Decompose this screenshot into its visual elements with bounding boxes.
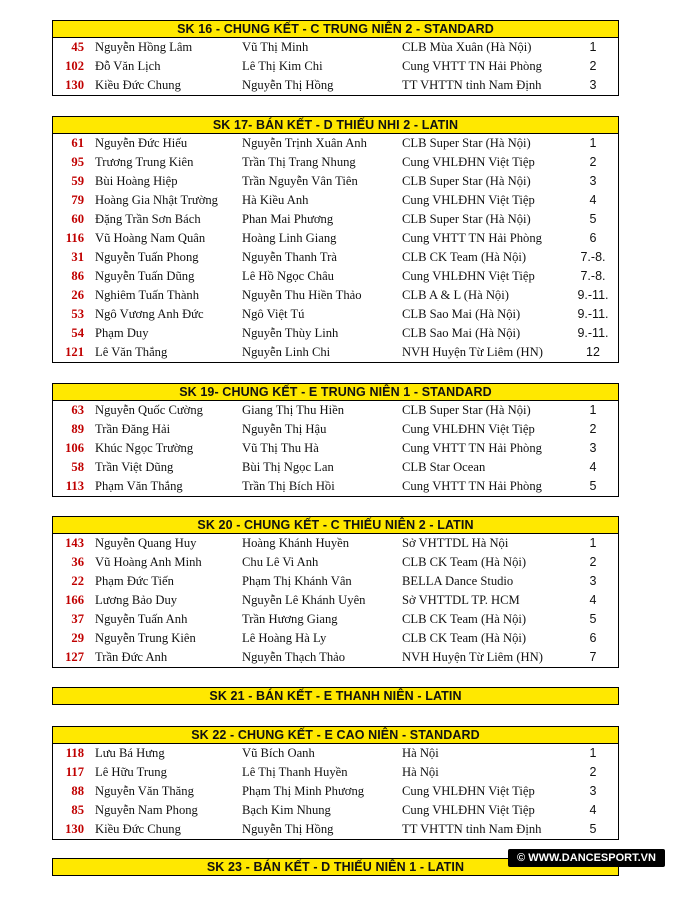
club-name: CLB Sao Mai (Hà Nội) — [402, 326, 521, 340]
placement: 5 — [589, 612, 597, 626]
leader-name: Nguyễn Quốc Cường — [95, 403, 203, 417]
club-name: Cung VHTT TN Hải Phòng — [402, 441, 542, 455]
couple-number: 88 — [71, 784, 84, 798]
partner-name: Giang Thị Thu Hiền — [242, 403, 345, 417]
couple-number: 60 — [71, 212, 84, 226]
club-name: CLB Super Star (Hà Nội) — [402, 174, 531, 188]
leader-name: Đặng Trần Sơn Bách — [95, 212, 201, 226]
result-row — [53, 134, 618, 153]
partner-name: Hoàng Khánh Huyền — [242, 536, 350, 550]
result-row — [53, 153, 618, 172]
partner-name: Nguyễn Thị Hồng — [242, 78, 334, 92]
placement: 2 — [589, 765, 597, 779]
leader-name: Vũ Hoàng Anh Minh — [95, 555, 202, 569]
club-name: NVH Huyện Từ Liêm (HN) — [402, 650, 543, 664]
couple-number: 85 — [71, 803, 84, 817]
partner-name: Ngô Việt Tú — [242, 307, 305, 321]
club-name: CLB Sao Mai (Hà Nội) — [402, 307, 521, 321]
leader-name: Kiều Đức Chung — [95, 78, 181, 92]
placement: 3 — [589, 174, 597, 188]
couple-number: 130 — [65, 822, 84, 836]
club-name: CLB Star Ocean — [402, 460, 486, 474]
partner-name: Bạch Kim Nhung — [242, 803, 331, 817]
club-name: CLB CK Team (Hà Nội) — [402, 555, 527, 569]
result-row — [53, 420, 618, 439]
partner-name: Trần Nguyễn Vân Tiên — [242, 174, 358, 188]
result-section — [52, 383, 619, 497]
result-row — [53, 210, 618, 229]
partner-name: Nguyễn Thanh Trà — [242, 250, 337, 264]
leader-name: Nguyễn Đức Hiếu — [95, 136, 188, 150]
result-row — [53, 57, 618, 76]
leader-name: Lương Bảo Duy — [95, 593, 178, 607]
result-rows — [52, 744, 619, 840]
result-rows — [52, 401, 619, 497]
couple-number: 89 — [71, 422, 84, 436]
result-rows — [52, 534, 619, 668]
placement: 4 — [589, 593, 597, 607]
placement: 7 — [589, 650, 597, 664]
partner-name: Nguyễn Thu Hiền Thảo — [242, 288, 362, 302]
partner-name: Lê Hồ Ngọc Châu — [242, 269, 334, 283]
placement: 2 — [589, 155, 597, 169]
club-name: CLB Mùa Xuân (Hà Nội) — [402, 40, 532, 54]
placement: 3 — [589, 78, 597, 92]
placement: 4 — [589, 460, 597, 474]
placement: 7.-8. — [580, 269, 606, 283]
result-row — [53, 553, 618, 572]
leader-name: Nguyễn Tuấn Anh — [95, 612, 188, 626]
leader-name: Phạm Đức Tiến — [95, 574, 174, 588]
result-rows — [52, 38, 619, 96]
partner-name: Hoàng Linh Giang — [242, 231, 337, 245]
couple-number: 130 — [65, 78, 84, 92]
partner-name: Trần Thị Trang Nhung — [242, 155, 356, 169]
couple-number: 121 — [65, 345, 84, 359]
couple-number: 45 — [71, 40, 84, 54]
leader-name: Nguyễn Tuấn Phong — [95, 250, 199, 264]
partner-name: Phạm Thị Minh Phương — [242, 784, 365, 798]
section-header: SK 19- CHUNG KẾT - E TRUNG NIÊN 1 - STANDARD — [52, 383, 619, 401]
leader-name: Trần Đăng Hải — [95, 422, 171, 436]
couple-number: 95 — [71, 155, 84, 169]
partner-name: Vũ Thị Minh — [242, 40, 309, 54]
couple-number: 118 — [65, 746, 84, 760]
club-name: BELLA Dance Studio — [402, 574, 514, 588]
club-name: Cung VHLĐHN Việt Tiệp — [402, 803, 535, 817]
result-row — [53, 286, 618, 305]
placement: 3 — [589, 574, 597, 588]
partner-name: Nguyễn Lê Khánh Uyên — [242, 593, 366, 607]
result-section — [52, 516, 619, 668]
club-name: Cung VHTT TN Hải Phòng — [402, 231, 542, 245]
club-name: CLB A & L (Hà Nội) — [402, 288, 509, 302]
result-row — [53, 820, 618, 839]
placement: 1 — [589, 40, 597, 54]
placement: 9.-11. — [577, 326, 609, 340]
result-rows — [52, 134, 619, 363]
result-row — [53, 191, 618, 210]
placement: 12 — [586, 345, 600, 359]
result-row — [53, 591, 618, 610]
couple-number: 117 — [65, 765, 84, 779]
couple-number: 79 — [71, 193, 84, 207]
result-row — [53, 38, 618, 57]
club-name: Cung VHLĐHN Việt Tiệp — [402, 422, 535, 436]
partner-name: Lê Hoàng Hà Ly — [242, 631, 327, 645]
club-name: Cung VHTT TN Hải Phòng — [402, 59, 542, 73]
result-row — [53, 76, 618, 95]
partner-name: Nguyễn Thạch Thảo — [242, 650, 346, 664]
result-row — [53, 439, 618, 458]
partner-name: Hà Kiều Anh — [242, 193, 309, 207]
leader-name: Nguyễn Tuấn Dũng — [95, 269, 195, 283]
leader-name: Vũ Hoàng Nam Quân — [95, 231, 206, 245]
couple-number: 127 — [65, 650, 84, 664]
partner-name: Trần Hương Giang — [242, 612, 338, 626]
couple-number: 63 — [71, 403, 84, 417]
club-name: CLB Super Star (Hà Nội) — [402, 403, 531, 417]
club-name: Cung VHLĐHN Việt Tiệp — [402, 193, 535, 207]
result-section — [52, 20, 619, 96]
section-header: SK 17- BÁN KẾT - D THIẾU NHI 2 - LATIN — [52, 116, 619, 134]
leader-name: Lê Văn Thắng — [95, 345, 168, 359]
leader-name: Khúc Ngọc Trường — [95, 441, 194, 455]
club-name: TT VHTTN tỉnh Nam Định — [402, 78, 542, 92]
leader-name: Nguyễn Trung Kiên — [95, 631, 196, 645]
leader-name: Trần Đức Anh — [95, 650, 168, 664]
club-name: CLB Super Star (Hà Nội) — [402, 136, 531, 150]
couple-number: 31 — [71, 250, 84, 264]
club-name: Hà Nội — [402, 746, 439, 760]
couple-number: 37 — [71, 612, 84, 626]
result-row — [53, 534, 618, 553]
club-name: Cung VHLĐHN Việt Tiệp — [402, 155, 535, 169]
placement: 4 — [589, 193, 597, 207]
leader-name: Hoàng Gia Nhật Trường — [95, 193, 218, 207]
leader-name: Phạm Văn Thắng — [95, 479, 183, 493]
section-header: SK 16 - CHUNG KẾT - C TRUNG NIÊN 2 - STANDARD — [52, 20, 619, 38]
placement: 6 — [589, 231, 597, 245]
couple-number: 59 — [71, 174, 84, 188]
partner-name: Nguyễn Linh Chi — [242, 345, 331, 359]
partner-name: Lê Thị Thanh Huyền — [242, 765, 348, 779]
placement: 4 — [589, 803, 597, 817]
section-header: SK 20 - CHUNG KẾT - C THIẾU NIÊN 2 - LATIN — [52, 516, 619, 534]
club-name: Hà Nội — [402, 765, 439, 779]
couple-number: 22 — [71, 574, 84, 588]
club-name: Cung VHLĐHN Việt Tiệp — [402, 269, 535, 283]
club-name: CLB CK Team (Hà Nội) — [402, 612, 527, 626]
placement: 5 — [589, 822, 597, 836]
couple-number: 58 — [71, 460, 84, 474]
leader-name: Lưu Bá Hưng — [95, 746, 165, 760]
section-header: SK 22 - CHUNG KẾT - E CAO NIÊN - STANDARD — [52, 726, 619, 744]
leader-name: Trần Việt Dũng — [95, 460, 174, 474]
partner-name: Bùi Thị Ngọc Lan — [242, 460, 334, 474]
placement: 3 — [589, 784, 597, 798]
couple-number: 86 — [71, 269, 84, 283]
couple-number: 29 — [71, 631, 84, 645]
couple-number: 53 — [71, 307, 84, 321]
couple-number: 106 — [65, 441, 84, 455]
leader-name: Bùi Hoàng Hiệp — [95, 174, 178, 188]
placement: 9.-11. — [577, 288, 609, 302]
club-name: CLB CK Team (Hà Nội) — [402, 250, 527, 264]
leader-name: Đỗ Văn Lịch — [95, 59, 161, 73]
leader-name: Nguyễn Văn Thăng — [95, 784, 194, 798]
result-row — [53, 477, 618, 496]
result-row — [53, 572, 618, 591]
placement: 1 — [589, 136, 597, 150]
partner-name: Nguyễn Thùy Linh — [242, 326, 339, 340]
leader-name: Phạm Duy — [95, 326, 149, 340]
placement: 1 — [589, 746, 597, 760]
leader-name: Nguyễn Hồng Lâm — [95, 40, 193, 54]
couple-number: 26 — [71, 288, 84, 302]
club-name: NVH Huyện Từ Liêm (HN) — [402, 345, 543, 359]
leader-name: Ngô Vương Anh Đức — [95, 307, 204, 321]
placement: 7.-8. — [580, 250, 606, 264]
couple-number: 61 — [71, 136, 84, 150]
result-row — [53, 629, 618, 648]
result-row — [53, 763, 618, 782]
placement: 1 — [589, 403, 597, 417]
club-name: Cung VHLĐHN Việt Tiệp — [402, 784, 535, 798]
placement: 3 — [589, 441, 597, 455]
result-row — [53, 172, 618, 191]
partner-name: Chu Lê Vi Anh — [242, 555, 319, 569]
placement: 2 — [589, 555, 597, 569]
couple-number: 143 — [65, 536, 84, 550]
club-name: TT VHTTN tỉnh Nam Định — [402, 822, 542, 836]
club-name: Sở VHTTDL TP. HCM — [402, 593, 520, 607]
partner-name: Nguyễn Thị Hậu — [242, 422, 327, 436]
leader-name: Nghiêm Tuấn Thành — [95, 288, 200, 302]
result-row — [53, 305, 618, 324]
couple-number: 102 — [65, 59, 84, 73]
leader-name: Trương Trung Kiên — [95, 155, 194, 169]
result-row — [53, 610, 618, 629]
placement: 2 — [589, 422, 597, 436]
result-row — [53, 782, 618, 801]
couple-number: 116 — [65, 231, 84, 245]
placement: 6 — [589, 631, 597, 645]
result-row — [53, 267, 618, 286]
leader-name: Lê Hữu Trung — [95, 765, 167, 779]
leader-name: Nguyễn Quang Huy — [95, 536, 197, 550]
placement: 5 — [589, 212, 597, 226]
club-name: CLB CK Team (Hà Nội) — [402, 631, 527, 645]
result-section — [52, 116, 619, 363]
partner-name: Nguyễn Thị Hồng — [242, 822, 334, 836]
result-row — [53, 458, 618, 477]
leader-name: Nguyễn Nam Phong — [95, 803, 198, 817]
result-row — [53, 744, 618, 763]
couple-number: 54 — [71, 326, 84, 340]
partner-name: Trần Thị Bích Hồi — [242, 479, 335, 493]
result-row — [53, 648, 618, 667]
club-name: Cung VHTT TN Hải Phòng — [402, 479, 542, 493]
partner-name: Lê Thị Kim Chi — [242, 59, 323, 73]
partner-name: Phan Mai Phương — [242, 212, 334, 226]
result-row — [53, 324, 618, 343]
section-header: SK 21 - BÁN KẾT - E THANH NIÊN - LATIN — [52, 687, 619, 705]
club-name: Sở VHTTDL Hà Nội — [402, 536, 509, 550]
result-section — [52, 687, 619, 705]
result-row — [53, 801, 618, 820]
partner-name: Phạm Thị Khánh Vân — [242, 574, 352, 588]
partner-name: Nguyễn Trịnh Xuân Anh — [242, 136, 367, 150]
placement: 2 — [589, 59, 597, 73]
partner-name: Vũ Bích Oanh — [242, 746, 315, 760]
result-section — [52, 726, 619, 840]
partner-name: Vũ Thị Thu Hà — [242, 441, 319, 455]
section-header: SK 23 - BÁN KẾT - D THIẾU NIÊN 1 - LATIN — [52, 858, 619, 876]
result-row — [53, 248, 618, 267]
couple-number: 113 — [65, 479, 84, 493]
club-name: CLB Super Star (Hà Nội) — [402, 212, 531, 226]
couple-number: 166 — [65, 593, 84, 607]
result-row — [53, 343, 618, 362]
result-row — [53, 229, 618, 248]
watermark: © WWW.DANCESPORT.VN — [508, 849, 665, 867]
couple-number: 36 — [71, 555, 84, 569]
leader-name: Kiều Đức Chung — [95, 822, 181, 836]
placement: 5 — [589, 479, 597, 493]
placement: 9.-11. — [577, 307, 609, 321]
result-row — [53, 401, 618, 420]
placement: 1 — [589, 536, 597, 550]
